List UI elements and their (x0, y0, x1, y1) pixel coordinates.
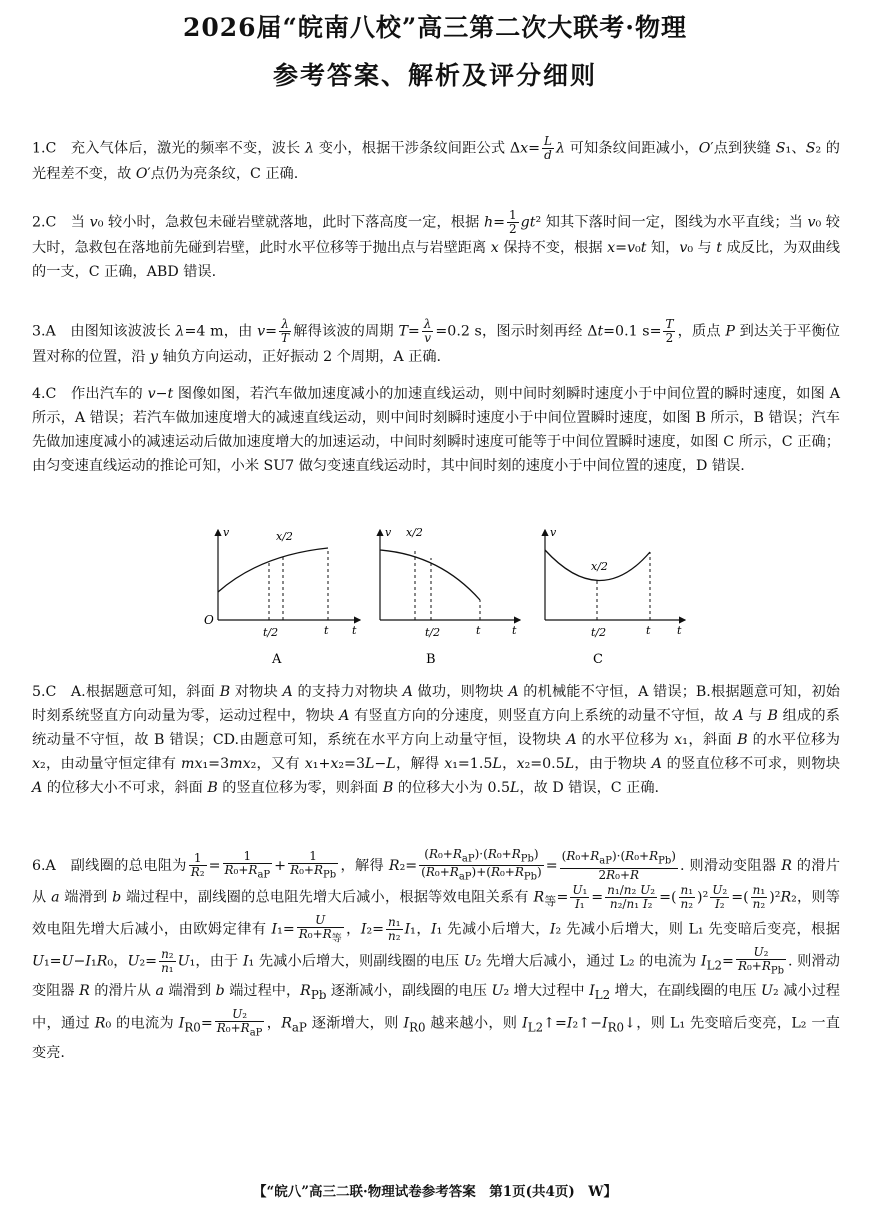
answer-4: 4.C 作出汽车的 v−t 图像如图，若汽车做加速度减小的加速直线运动，则中间时刻瞬时速度小于中间位置的瞬时速度，如图 A 所示，A 错误；若汽车做加速度增大的减速直线运动，则中间时刻瞬时速度小于中间位置瞬时速度，如图 B 所示，B 错误；汽车先做加速度减小的减速运动后做加速度增大的加速运动，中间时刻瞬时速度可能等于中间位置瞬时速度，如图 C 所示，C 正确；由匀变速直线运动的推论可知，小米 SU7 做匀变速直线运动时，其中间时刻的速度小于中间位置的速度，D 错误. (32, 386, 840, 474)
svg-text:A: A (272, 652, 282, 667)
svg-text:t/2: t/2 (425, 626, 441, 639)
svg-text:x/2: x/2 (406, 526, 423, 539)
svg-text:t/2: t/2 (591, 626, 607, 639)
svg-text:t: t (352, 624, 357, 637)
svg-text:x/2: x/2 (591, 560, 608, 573)
svg-text:v: v (550, 526, 557, 539)
svg-text:B: B (426, 652, 436, 667)
svg-text:C: C (593, 652, 603, 667)
page-footer: 【“皖八”高三二联·物理试卷参考答案 第1页(共4页) W】 (253, 1184, 617, 1200)
graph-a (204, 526, 360, 667)
vt-graphs-figure (190, 520, 690, 670)
graph-c (545, 526, 685, 667)
svg-text:v: v (385, 526, 392, 539)
svg-text:v: v (223, 526, 230, 539)
answer-2: 2.C 当 v₀ 较小时，急救包未碰岩壁就落地，此时下落高度一定，根据 h= $\frac{1}{2}$ gt² 知其下落时间一定，图线为水平直线；当 v₀ 较大时，急救包在落地前先碰到岩壁，此时水平位移等于抛出点与岩壁距离 x 保持不变，根据 x=v₀t 知，v₀ 与 t 成反比，为双曲线的一支，C 正确，ABD 错误. (32, 208, 841, 280)
svg-text:t: t (512, 624, 517, 637)
svg-text:t: t (324, 624, 329, 637)
svg-text:t: t (677, 624, 682, 637)
document-title: 2026届“皖南八校”高三第二次大联考·物理 (182, 13, 688, 42)
graph-a-origin: O (204, 613, 214, 627)
answer-3: 3.A 由图知该波波长 λ=4 m，由 v= $\frac{\lambda}{T}$ 解得该波的周期 T= $\frac{\lambda}{v}$ =0.2 s，图示时刻再经 Δt=0.1 s= $\frac{T}{2}$ ，质点 P 到达关于平衡位置对称的位置，沿 y 轴负方向运动，正好振动 2 个周期，A 正确. (32, 317, 840, 365)
svg-text:t/2: t/2 (263, 626, 279, 639)
answer-6: 6.A 副线圈的总电阻为 $\frac{1}{\text{R₂}}$ = $\frac{1}{R_0+R_{aP}}$ + $\frac{1}{R_0+R_{Pb}}$ ，解得 R₂= $\frac{(R_0+R_{aP})\cdot(R_0+R_{Pb})}{(R_0+R_{aP})+(R_0+R_{Pb})}$ = $\frac{(R_0+R_{aP})\cdot(R_0+R_{Pb})}{\text{2R₀+R}}$ . 则滑动变阻器 R 的滑片从 a 端滑到 b 端过程中，副线圈的总电阻先增大后减小，根据等效电阻关系有 $R_等=$ $\frac{\text{U₁}}{\text{I₁}}$ = $\frac{\text{n₁/n₂ U₂}}{\text{n₂/n₁ I₂}}$ =( $\frac{\text{n₁}}{\text{n₂}}$ )² $\frac{\text{U₂}}{\text{I₂}}$ =( $\frac{\text{n₁}}{\text{n₂}}$ )²R₂，则等效电阻先增大后减小，由欧姆定律有 I₁= $\frac{U}{R_0+R_等}$ ，I₂= $\frac{\text{n₁}}{\text{n₂}}$ I₁，I₁ 先减小后增大，I₂ 先减小后增大，则 L₁ 先变暗后变亮，根据 U₁=U−I₁R₀，U₂= $\frac{\text{n₂}}{\text{n₁}}$ U₁，由于 I₁ 先减小后增大，则副线圈的电压 U₂ 先增大后减小，通过 L₂ 的电流为 $I_{L2}=$ $\frac{\text{U₂}}{R_0+R_{Pb}}$ . 则滑动变阻器 R 的滑片从 a 端滑到 b 端过程中，$R_{Pb}$ 逐渐减小，副线圈的电压 U₂ 增大过程中 $I_{L2}$ 增大，在副线圈的电压 U₂ 减小过程中，通过 R₀ 的电流为 $I_{R0}=$ $\frac{\text{U₂}}{R_0+R_{aP}}$ ，$R_{aP}$ 逐渐增大，则 $I_{R0}$ 越来越小，则 $I_{L2}↑=I_2↑-I_{R0}↓$，则 L₁ 先变暗后变亮，L₂ 一直变亮. (32, 847, 840, 1062)
svg-text:x/2: x/2 (276, 530, 293, 543)
svg-text:t: t (476, 624, 481, 637)
answer-1: 1.C 充入气体后，激光的频率不变，波长 λ 变小，根据干涉条纹间距公式 Δx= $\frac{L}{d}$ λ 可知条纹间距减小，O′点到狭缝 S₁、S₂ 的光程差不变，故 O′点仍为亮条纹，C 正确. (32, 134, 840, 182)
graph-b (380, 526, 520, 667)
svg-text:t: t (646, 624, 651, 637)
document-subtitle: 参考答案、解析及评分细则 (272, 61, 597, 90)
answer-5: 5.C A.根据题意可知，斜面 B 对物块 A 的支持力对物块 A 做功，则物块 A 的机械能不守恒，A 错误；B.根据题意可知，初始时刻系统竖直方向动量为零，运动过程中，物块 A 有竖直方向的分速度，则竖直方向上系统的动量不守恒，故 A 与 B 组成的系统动量不守恒，故 B 错误；CD.由题意可知，系统在水平方向上动量守恒，设物块 A 的水平位移为 x₁，斜面 B 的水平位移为 x₂，由动量守恒定律有 mx₁=3mx₂，又有 x₁+x₂=3L−L，解得 x₁=1.5L，x₂=0.5L，由于物块 A 的竖直位移不可求，则物块 A 的位移大小不可求，斜面 B 的竖直位移为零，则斜面 B 的位移大小为 0.5L，故 D 错误，C 正确. (32, 684, 840, 796)
